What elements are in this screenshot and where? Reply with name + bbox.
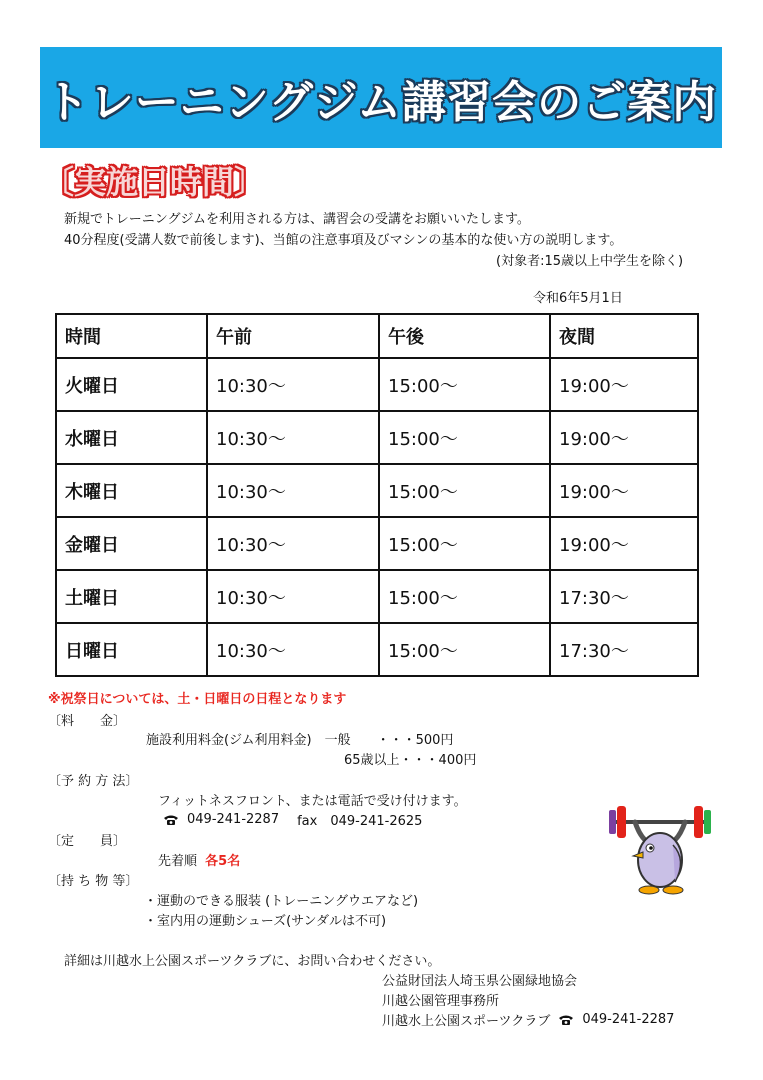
table-row <box>56 464 698 517</box>
page-title: トレーニングジム講習会のご案内 <box>44 76 718 128</box>
weightlifting-bird-mascot <box>605 800 715 900</box>
footer-office: 川越公園管理事務所 <box>382 994 500 1009</box>
time-cell: 10:30〜 <box>207 411 379 464</box>
day-cell: 水曜日 <box>56 411 207 464</box>
table-row <box>56 411 698 464</box>
reservation-text: フィットネスフロント、または電話で受け付けます。 <box>158 794 467 809</box>
fee-label: 〔料 金〕 <box>48 714 127 729</box>
table-row <box>56 358 698 411</box>
capacity-label: 〔定 員〕 <box>48 834 127 849</box>
time-cell: 15:00〜 <box>379 464 550 517</box>
capacity-line <box>158 850 240 869</box>
table-row <box>56 517 698 570</box>
contact-line <box>163 810 422 829</box>
time-cell: 19:00〜 <box>550 411 698 464</box>
time-cell: 15:00〜 <box>379 570 550 623</box>
time-cell: 15:00〜 <box>379 623 550 676</box>
capacity-prefix: 先着順 <box>158 854 198 869</box>
belongings-item-clothing: ・運動のできる服装 (トレーニングウエアなど) <box>144 894 419 909</box>
intro-line-2: 40分程度(受講人数で前後します)、当館の注意事項及びマシンの基本的な使い方の説明します。 <box>64 233 623 248</box>
footer-club-phone: 049-241-2287 <box>582 1012 675 1027</box>
holiday-note: ※祝祭日については、土・日曜日の日程となります <box>48 692 347 707</box>
section-heading: 〔実施日時間〕 <box>42 163 267 201</box>
time-cell: 15:00〜 <box>379 517 550 570</box>
time-cell: 10:30〜 <box>207 623 379 676</box>
table-header-row <box>56 314 698 358</box>
header-evening: 夜間 <box>550 314 698 358</box>
target-audience-note: (対象者:15歳以上中学生を除く) <box>496 254 684 269</box>
phone-icon <box>163 814 179 826</box>
belongings-item-shoes: ・室内用の運動シューズ(サンダルは不可) <box>144 914 387 929</box>
capacity-value: 各5名 <box>205 854 241 869</box>
day-cell: 金曜日 <box>56 517 207 570</box>
fee-senior: 65歳以上・・・400円 <box>344 753 477 768</box>
belongings-label: 〔持 ち 物 等〕 <box>48 874 139 889</box>
time-cell: 19:00〜 <box>550 358 698 411</box>
table-row <box>56 570 698 623</box>
time-cell: 10:30〜 <box>207 517 379 570</box>
fax-number: fax 049-241-2625 <box>297 814 423 829</box>
reservation-label: 〔予 約 方 法〕 <box>48 774 139 789</box>
footer-org: 公益財団法人埼玉県公園緑地協会 <box>382 974 578 989</box>
day-cell: 火曜日 <box>56 358 207 411</box>
header-morning: 午前 <box>207 314 379 358</box>
time-cell: 15:00〜 <box>379 411 550 464</box>
footer-club: 川越水上公園スポーツクラブ <box>382 1014 551 1029</box>
day-cell: 土曜日 <box>56 570 207 623</box>
table-row <box>56 623 698 676</box>
time-cell: 10:30〜 <box>207 570 379 623</box>
header-time: 時間 <box>56 314 207 358</box>
time-cell: 19:00〜 <box>550 517 698 570</box>
day-cell: 日曜日 <box>56 623 207 676</box>
time-cell: 17:30〜 <box>550 623 698 676</box>
time-cell: 17:30〜 <box>550 570 698 623</box>
time-cell: 10:30〜 <box>207 464 379 517</box>
day-cell: 木曜日 <box>56 464 207 517</box>
time-cell: 15:00〜 <box>379 358 550 411</box>
footer-details: 詳細は川越水上公園スポーツクラブに、お問い合わせください。 <box>64 954 441 969</box>
time-cell: 10:30〜 <box>207 358 379 411</box>
title-banner <box>40 47 722 148</box>
fee-general: 施設利用料金(ジム利用料金) 一般 ・・・500円 <box>146 733 454 748</box>
issue-date: 令和6年5月1日 <box>533 291 623 306</box>
header-afternoon: 午後 <box>379 314 550 358</box>
schedule-table <box>55 313 699 677</box>
intro-line-1: 新規でトレーニングジムを利用される方は、講習会の受講をお願いいたします。 <box>64 212 530 227</box>
phone-number: 049-241-2287 <box>187 812 280 827</box>
phone-icon <box>558 1014 574 1026</box>
footer-club-line <box>382 1010 674 1029</box>
time-cell: 19:00〜 <box>550 464 698 517</box>
